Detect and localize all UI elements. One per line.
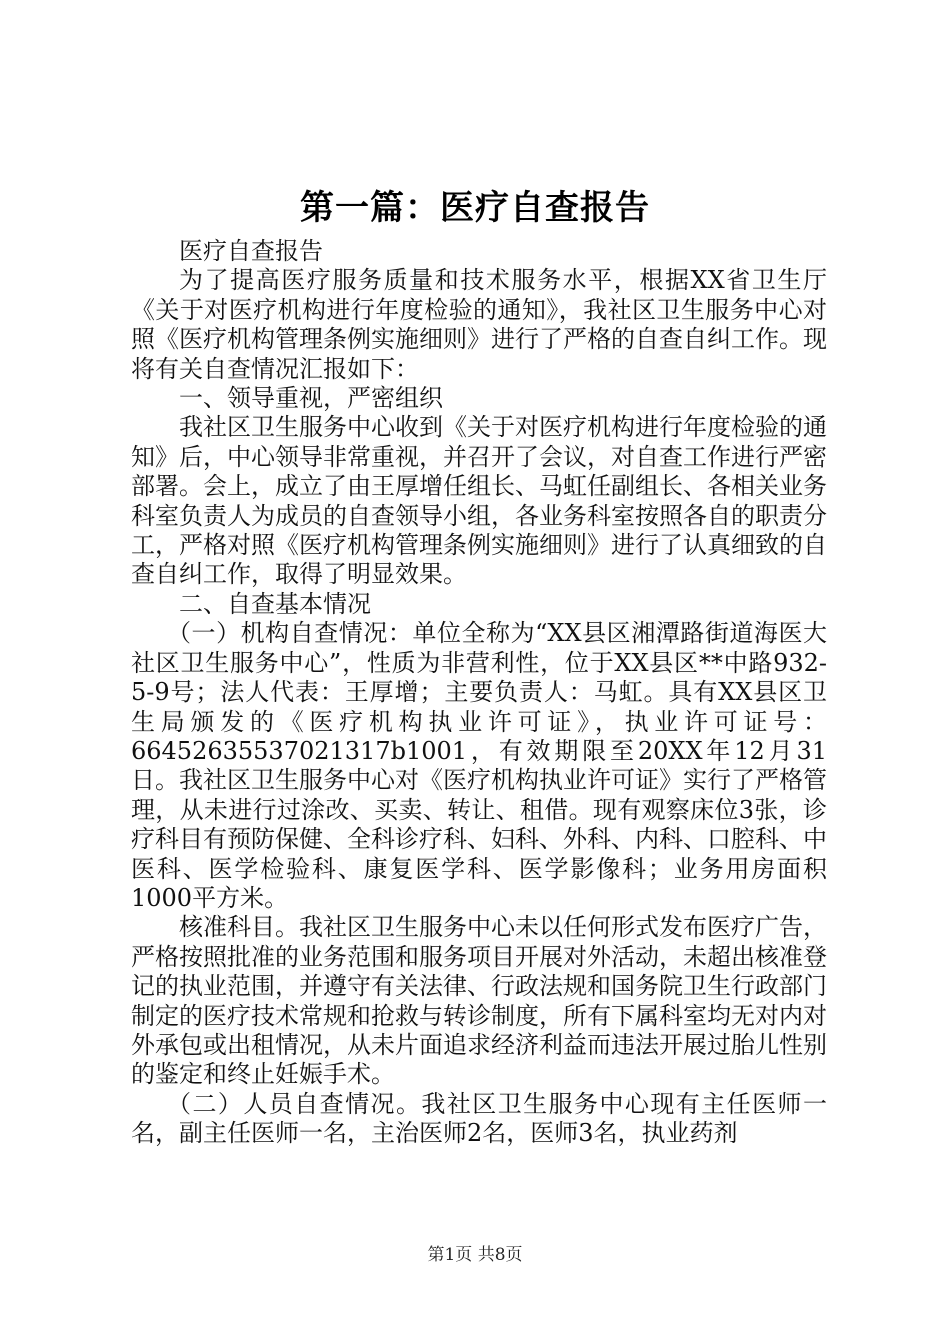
paragraph-report-heading: 医疗自查报告 <box>179 237 323 265</box>
paragraph-institution-check: （一）机构自查情况：单位全称为“XX县区湘潭路街道海医大社区卫生服务中心”，性质为非营利性，位于XX县区**中路932-5-9号；法人代表：王厚增；主要负责人：马虹。具有XX县区卫生局颁发的《医疗机构执业许可证》，执业许可证号：66452635537021317b1001，有效期限至20XX年12月31日。我社区卫生服务中心对《医疗机构执业许可证》实行了严格管理，从未进行过涂改、买卖、转让、租借。现有观察床位3张，诊疗科目有预防保健、全科诊疗科、妇科、外科、内科、口腔科、中医科、医学检验科、康复医学科、医学影像科；业务用房面积1000平方米。 <box>131 619 827 912</box>
section-heading-self-check: 二、自查基本情况 <box>179 589 371 618</box>
document-body <box>131 237 827 1149</box>
paragraph-personnel-check: （二）人员自查情况。我社区卫生服务中心现有主任医师一名，副主任医师一名，主治医师2名，医师3名，执业药剂 <box>131 1089 827 1148</box>
document-title: 第一篇：医疗自查报告 <box>300 188 650 228</box>
paragraph-intro: 为了提高医疗服务质量和技术服务水平，根据XX省卫生厅《关于对医疗机构进行年度检验的通知》，我社区卫生服务中心对照《医疗机构管理条例实施细则》进行了严格的自查自纠工作。现将有关自查情况汇报如下： <box>131 266 827 383</box>
page-footer: 第1页 共8页 <box>427 1245 523 1265</box>
paragraph-leadership: 我社区卫生服务中心收到《关于对医疗机构进行年度检验的通知》后，中心领导非常重视，并召开了会议，对自查工作进行严密部署。会上，成立了由王厚增任组长、马虹任副组长、各相关业务科室负责人为成员的自查领导小组，各业务科室按照各自的职责分工，严格对照《医疗机构管理条例实施细则》进行了认真细致的自查自纠工作，取得了明显效果。 <box>131 413 827 589</box>
section-heading-leadership: 一、领导重视，严密组织 <box>179 384 443 413</box>
paragraph-approved-subjects: 核准科目。我社区卫生服务中心未以任何形式发布医疗广告，严格按照批准的业务范围和服务项目开展对外活动，未超出核准登记的执业范围，并遵守有关法律、行政法规和国务院卫生行政部门制定的医疗技术常规和抢救与转诊制度，所有下属科室均无对内对外承包或出租情况，从未片面追求经济利益而违法开展过胎儿性别的鉴定和终止妊娠手术。 <box>131 913 827 1089</box>
